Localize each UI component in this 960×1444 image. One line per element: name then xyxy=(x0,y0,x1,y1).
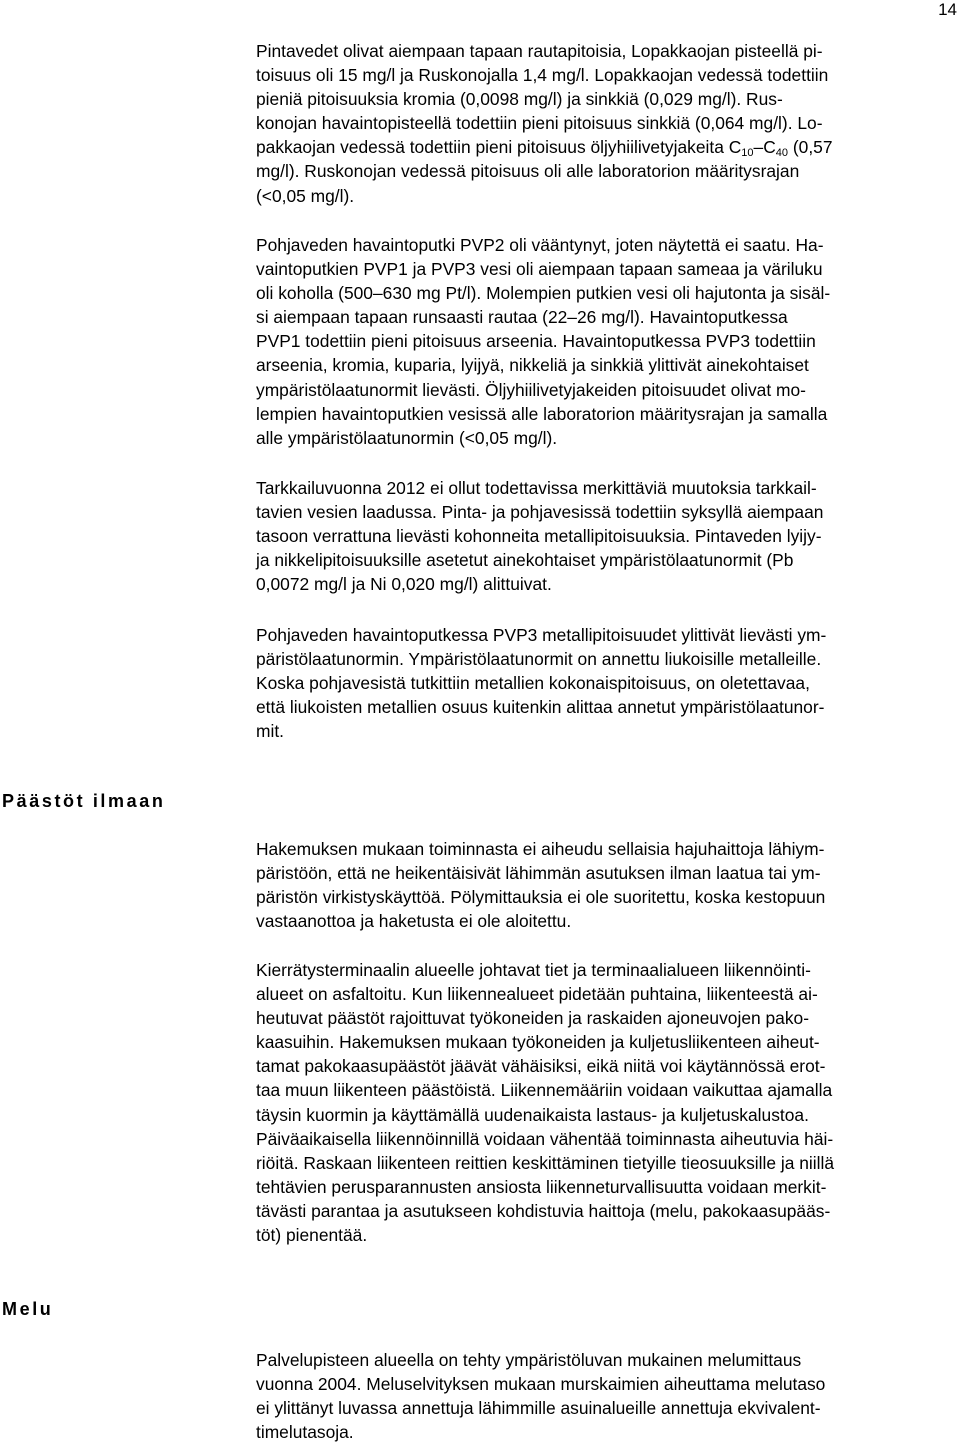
air-emissions-paragraph-2: Kierrätysterminaalin alueelle johtavat tiet ja terminaalialueen liikennöinti- alueet on asfaltoitu. Kun liikennealueet pidetään puhtaina, liikenteestä ai- heutuvat päästöt rajoittuvat työkoneiden ja raskaiden ajoneuvojen pako- kaasuihin. Hakemuksen mukaan työkoneiden ja kuljetusliikenteen aiheut- tamat pakokaasupäästöt jäävät vähäisiksi, eikä niitä voi käytännössä erot- taa muun liikenteen päästöistä. Liikennemääriin voidaan vaikuttaa ajamalla täysin kuormin ja käyttämällä uudenaikaista lastaus- ja kuljetuskalustoa. Päiväaikaisella liikennöinnillä voidaan vähentää toiminnasta aiheutuvia häi- riöitä. Raskaan liikenteen reittien keskittäminen tietyille tieosuuksille ja niillä tehtävien perusparannusten ansiosta liikenneturvallisuutta voidaan merkit- tävästi parantaa ja asutukseen kohdistuvia haittoja (melu, pakokaasupääs- töt) pienentää. xyxy=(256,960,835,1246)
page-number: 14 xyxy=(938,0,957,19)
text-line: mg/l). Ruskonojan vedessä pitoisuus oli alle laboratorion määritysrajan xyxy=(256,161,800,182)
subscript: 10 xyxy=(741,147,754,160)
surface-water-paragraph xyxy=(256,39,958,208)
subscript: 40 xyxy=(775,147,789,160)
text-fragment: (0,57 xyxy=(788,137,833,158)
air-emissions-paragraph-1: Hakemuksen mukaan toiminnasta ei aiheudu sellaisia hajuhaittoja lähiym- päristöön, että ne heikentäisivät lähimmän asutuksen ilman laatua tai ym- päristön virkistyskäyttöä. Pölymittauksia ei ole suoritettu, koska kestopuun vastaanottoa ja haketusta ei ole aloitettu. xyxy=(256,839,826,932)
text-line: pakkaojan vedessä todettiin pieni pitoisuus öljyhiilivetyjakeita C xyxy=(256,137,742,158)
text-line: (<0,05 mg/l). xyxy=(256,185,355,206)
text-fragment: –C xyxy=(753,137,776,158)
section-heading-noise: Melu xyxy=(2,1299,54,1319)
text-line: konojan havaintopisteellä todettiin pieni pitoisuus sinkkiä (0,064 mg/l). Lo- xyxy=(256,113,823,134)
groundwater-standards-paragraph: Pohjaveden havaintoputkessa PVP3 metallipitoisuudet ylittivät lievästi ym- päristölaatunormin. Ympäristölaatunormit on annettu liukoisille metalleille. Koska pohjavesistä tutkittiin metallien kokonaispitoisuus, on oletettavaa, että liukoisten metallien osuus kuitenkin alittaa annetut ympäristölaatunor- mit. xyxy=(256,625,827,742)
groundwater-paragraph: Pohjaveden havaintoputki PVP2 oli vääntynyt, joten näytettä ei saatu. Ha- vaintoputkien PVP1 ja PVP3 vesi oli aiempaan tapaan sameaa ja väriluku oli koholla (500–630 mg Pt/l). Molempien putkien vesi oli hajutonta ja sisäl- si aiempaan tapaan runsaasti rautaa (22–26 mg/l). Havaintoputkessa PVP1 todettiin pieni pitoisuus arseenia. Havaintoputkessa PVP3 todettiin arseenia, kromia, kuparia, lyijyä, nikkeliä ja sinkkiä ylittivät ainekohtaiset ympäristölaatunormit lievästi. Öljyhiilivetyjakeiden pitoisuudet olivat mo- lempien havaintoputkien vesissä alle laboratorion määritysrajan ja samalla alle ympäristölaatunormin (<0,05 mg/l). xyxy=(256,235,831,448)
text-line: Pintavedet olivat aiempaan tapaan rautapitoisia, Lopakkaojan pisteellä pi- xyxy=(256,41,823,61)
noise-paragraph: Palvelupisteen alueella on tehty ympäristöluvan mukainen melumittaus vuonna 2004. Meluselvityksen mukaan murskaimien aiheuttama melutaso ei ylittänyt luvassa annettuja lähimmille asuinalueille annettuja ekvivalent- timelutasoja. xyxy=(256,1350,826,1443)
text-line: toisuus oli 15 mg/l ja Ruskonojalla 1,4 mg/l. Lopakkaojan vedessä todettiin xyxy=(256,65,829,86)
text-line: pieniä pitoisuuksia kromia (0,0098 mg/l) ja sinkkiä (0,029 mg/l). Rus- xyxy=(256,89,783,110)
monitoring-year-paragraph: Tarkkailuvuonna 2012 ei ollut todettavissa merkittäviä muutoksia tarkkail- tavien vesien laadussa. Pinta- ja pohjavesissä todettiin syksyllä aiempaan tasoon verrattuna lievästi kohonneita metallipitoisuuksia. Pintaveden lyijy- ja nikkelipitoisuuksille asetetut ainekohtaiset ympäristölaatunormit (Pb 0,0072 mg/l ja Ni 0,020 mg/l) alittuivat. xyxy=(256,478,824,595)
section-heading-air-emissions: Päästöt ilmaan xyxy=(2,791,166,811)
